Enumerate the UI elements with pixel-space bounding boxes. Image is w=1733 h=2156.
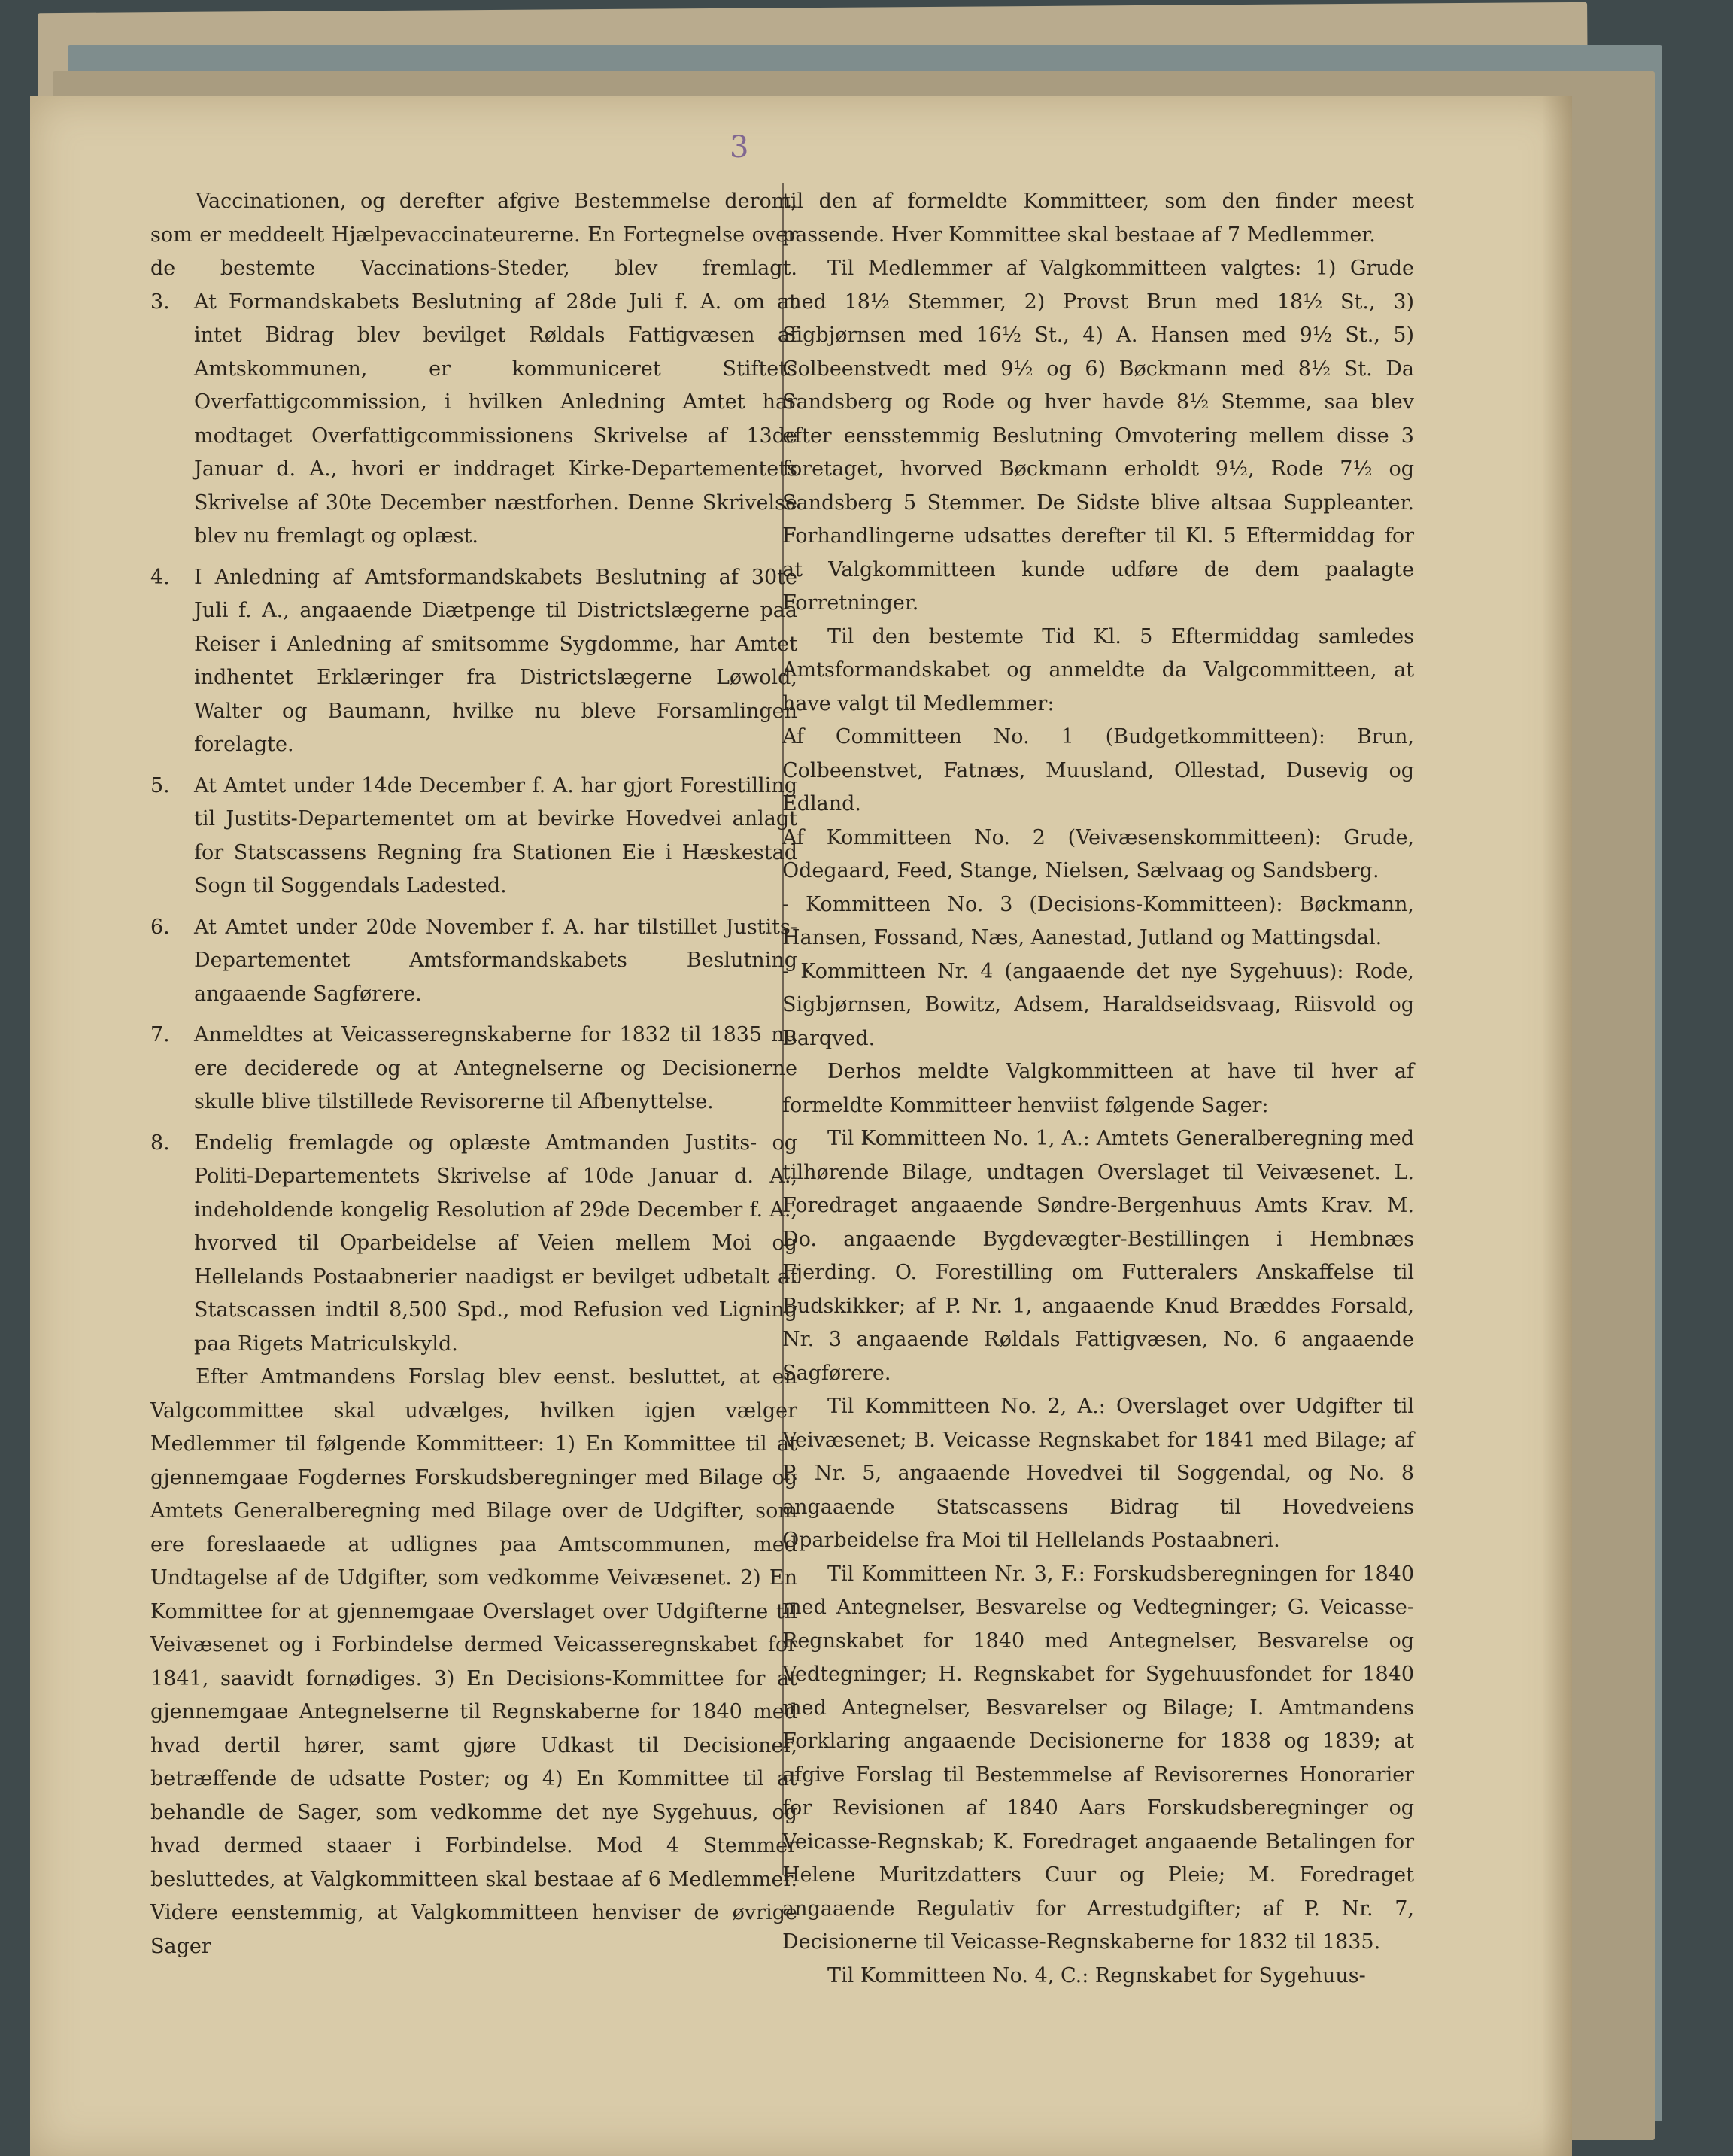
item-number: 8. xyxy=(150,1131,170,1155)
item-text: At Formandskabets Beslutning af 28de Juli f. A. om at intet Bidrag blev bevilget Røldals Fattigvæsen af Amtskommunen, er kommuniceret Stiftets Overfattigcommission, i hvilken Anledning Amtet har modtaget Overfattigcommissionens Skrivelse af 13de Januar d. A., hvori er inddraget Kirke-Departementets Skrivelse af 30te December næstforhen. Denne Skrivelse blev nu fremlagt og oplæst. xyxy=(194,290,797,548)
left-column xyxy=(150,185,797,1963)
paragraph: Til Medlemmer af Valgkommitteen valgtes: 1) Grude med 18½ Stemmer, 2) Provst Brun med 18½ St., 3) Sigbjørnsen med 16½ St., 4) A. Hansen med 9½ St., 5) Colbeenstvedt med 9½ og 6) Bøckmann med 8½ St. Da Sandsberg og Rode og hver havde 8½ Stemme, saa blev efter eensstemmig Beslutning Omvotering mellem disse 3 foretaget, hvorved Bøckmann erholdt 9½, Rode 7½ og Sandsberg 5 Stemmer. De Sidste blive altsaa Suppleanter. Forhandlingerne udsattes derefter til Kl. 5 Eftermiddag for at Valgkommitteen kunde udføre de dem paalagte Forretninger. xyxy=(782,257,1414,615)
paragraph: Til Kommitteen No. 2, A.: Overslaget over Udgifter til Veivæsenet; B. Veicasse Regnskabet for 1841 med Bilage; af P. Nr. 5, angaaende Hovedvei til Soggendal, og No. 8 angaaende Statscassens Bidrag til Hovedveiens Oparbeidelse fra Moi til Hellelands Postaabneri. xyxy=(782,1395,1414,1552)
paragraph: Derhos meldte Valgkommitteen at have til hver af formeldte Kommitteer henviist følgende Sager: xyxy=(782,1060,1414,1117)
item-number: 5. xyxy=(150,773,170,797)
list-item xyxy=(150,770,797,903)
list-item xyxy=(150,286,797,554)
item-text: Anmeldtes at Veicasseregnskaberne for 1832 til 1835 nu ere deciderede og at Antegnelserne og Decisionerne skulle blive tilstillede Revisorerne til Afbenyttelse. xyxy=(194,1023,797,1113)
paragraph: Af Kommitteen No. 2 (Veivæsenskommitteen): Grude, Odegaard, Feed, Stange, Nielsen, Sælvaag og Sandsberg. xyxy=(782,825,1414,882)
document-page xyxy=(30,96,1572,2156)
paragraph: til den af formeldte Kommitteer, som den finder meest passende. Hver Kommittee skal bestaae af 7 Medlemmer. xyxy=(782,190,1414,247)
paragraph: Til Kommitteen No. 1, A.: Amtets Generalberegning med tilhørende Bilage, undtagen Overslaget til Veivæsenet. L. Foredraget angaaende Søndre-Bergenhuus Amts Krav. M. Do. angaaende Bygdevægter-Bestillingen i Hembnæs Fjerding. O. Forestilling om Futteralers Anskaffelse til Budskikker; af P. Nr. 1, angaaende Knud Bræddes Forsald, Nr. 3 angaaende Røldals Fattigvæsen, No. 6 angaaende Sagførere. xyxy=(782,1127,1414,1385)
item-text: I Anledning af Amtsformandskabets Beslutning af 30te Juli f. A., angaaende Diætpenge til Districtslægerne paa Reiser i Anledning af smitsomme Sygdomme, har Amtet indhentet Erklæringer fra Districtslægerne Løwold, Walter og Baumann, hvilke nu bleve Forsamlingen forelagte. xyxy=(194,565,797,756)
item-number: 3. xyxy=(150,290,170,314)
paragraph: Af Committeen No. 1 (Budgetkommitteen): Brun, Colbeenstvet, Fatnæs, Muusland, Ollestad, Dusevig og Edland. xyxy=(782,725,1414,815)
right-column xyxy=(782,185,1414,1993)
item-text: Endelig fremlagde og oplæste Amtmanden Justits- og Politi-Departementets Skrivelse af 10de Januar d. A., indeholdende kongelig Resolution af 29de December f. A., hvorved til Oparbeidelse af Veien mellem Moi og Hellelands Postaabnerier naadigst er bevilget udbetalt af Statscassen indtil 8,500 Spd., mod Refusion ved Ligning paa Rigets Matriculskyld. xyxy=(194,1131,797,1356)
item-number: 4. xyxy=(150,565,170,589)
pencil-mark: 3 xyxy=(730,130,749,165)
paragraph: Til Kommitteen No. 4, C.: Regnskabet for Sygehuus- xyxy=(827,1963,1366,1987)
item-text: At Amtet under 20de November f. A. har tilstillet Justits-Departementet Amtsformandskabets Beslutning angaaende Sagførere. xyxy=(194,915,797,1006)
list-item xyxy=(150,1127,797,1362)
list-item xyxy=(150,1019,797,1119)
item-number: 7. xyxy=(150,1023,170,1046)
item-number: 6. xyxy=(150,915,170,939)
left-intro: Vaccinationen, og derefter afgive Bestemmelse derom, som er meddeelt Hjælpevaccinateurerne. En Fortegnelse over de bestemte Vaccinations-Steder, blev fremlagt. xyxy=(150,190,797,280)
paragraph: Til Kommitteen Nr. 3, F.: Forskudsberegningen for 1840 med Antegnelser, Besvarelse og Vedtegninger; G. Veicasse-Regnskabet for 1840 med Antegnelser, Besvarelse og Vedtegninger; H. Regnskabet for Sygehuusfondet for 1840 med Antegnelser, Besvarelser og Bilage; I. Amtmandens Forklaring angaaende Decisionerne for 1838 og 1839; at afgive Forslag til Bestemmelse af Revisorernes Honorarier for Revisionen af 1840 Aars Forskudsberegninger og Veicasse-Regnskab; K. Foredraget angaaende Betalingen for Helene Muritzdatters Cuur og Pleie; M. Foredraget angaaende Regulativ for Arrestudgifter; af P. Nr. 7, Decisionerne til Veicasse-Regnskaberne for 1832 til 1835. xyxy=(782,1562,1414,1954)
list-item xyxy=(150,911,797,1012)
numbered-list xyxy=(150,286,797,1362)
paragraph: - Kommitteen Nr. 4 (angaaende det nye Sygehuus): Rode, Sigbjørnsen, Bowitz, Adsem, Haraldseidsvaag, Riisvold og Barqved. xyxy=(782,959,1414,1050)
paragraph: Til den bestemte Tid Kl. 5 Eftermiddag samledes Amtsformandskabet og anmeldte da Valgcommitteen, at have valgt til Medlemmer: xyxy=(782,624,1414,715)
item-text: At Amtet under 14de December f. A. har gjort Forestilling til Justits-Departementet om at bevirke Hovedvei anlagt for Statscassens Regning fra Stationen Eie i Hæskestad Sogn til Soggendals Ladested. xyxy=(194,773,797,897)
list-item xyxy=(150,561,797,762)
paragraph: - Kommitteen No. 3 (Decisions-Kommitteen): Bøckmann, Hansen, Fossand, Næs, Aanestad, Jutland og Mattingsdal. xyxy=(782,892,1414,949)
left-closing: Efter Amtmandens Forslag blev eenst. besluttet, at en Valgcommittee skal udvælges, hvilken igjen vælger Medlemmer til følgende Kommitteer: 1) En Kommittee til at gjennemgaae Fogdernes Forskudsberegninger med Bilage og Amtets Generalberegning med Bilage over de Udgifter, som ere foreslaaede at udlignes paa Amtscommunen, med Undtagelse af de Udgifter, som vedkomme Veivæsenet. 2) En Kommittee for at gjennemgaae Overslaget over Udgifterne til Veivæsenet og i Forbindelse dermed Veicasseregnskabet for 1841, saavidt fornødiges. 3) En Decisions-Kommittee for at gjennemgaae Antegnelserne til Regnskaberne for 1840 med hvad dertil hører, samt gjøre Udkast til Decisioner, betræffende de udsatte Poster; og 4) En Kommittee til at behandle de Sager, som vedkomme det nye Sygehuus, og hvad dermed staaer i Forbindelse. Mod 4 Stemmer besluttedes, at Valgkommitteen skal bestaae af 6 Medlemmer. Videre eenstemmig, at Valgkommitteen henviser de øvrige Sager xyxy=(150,1365,797,1958)
